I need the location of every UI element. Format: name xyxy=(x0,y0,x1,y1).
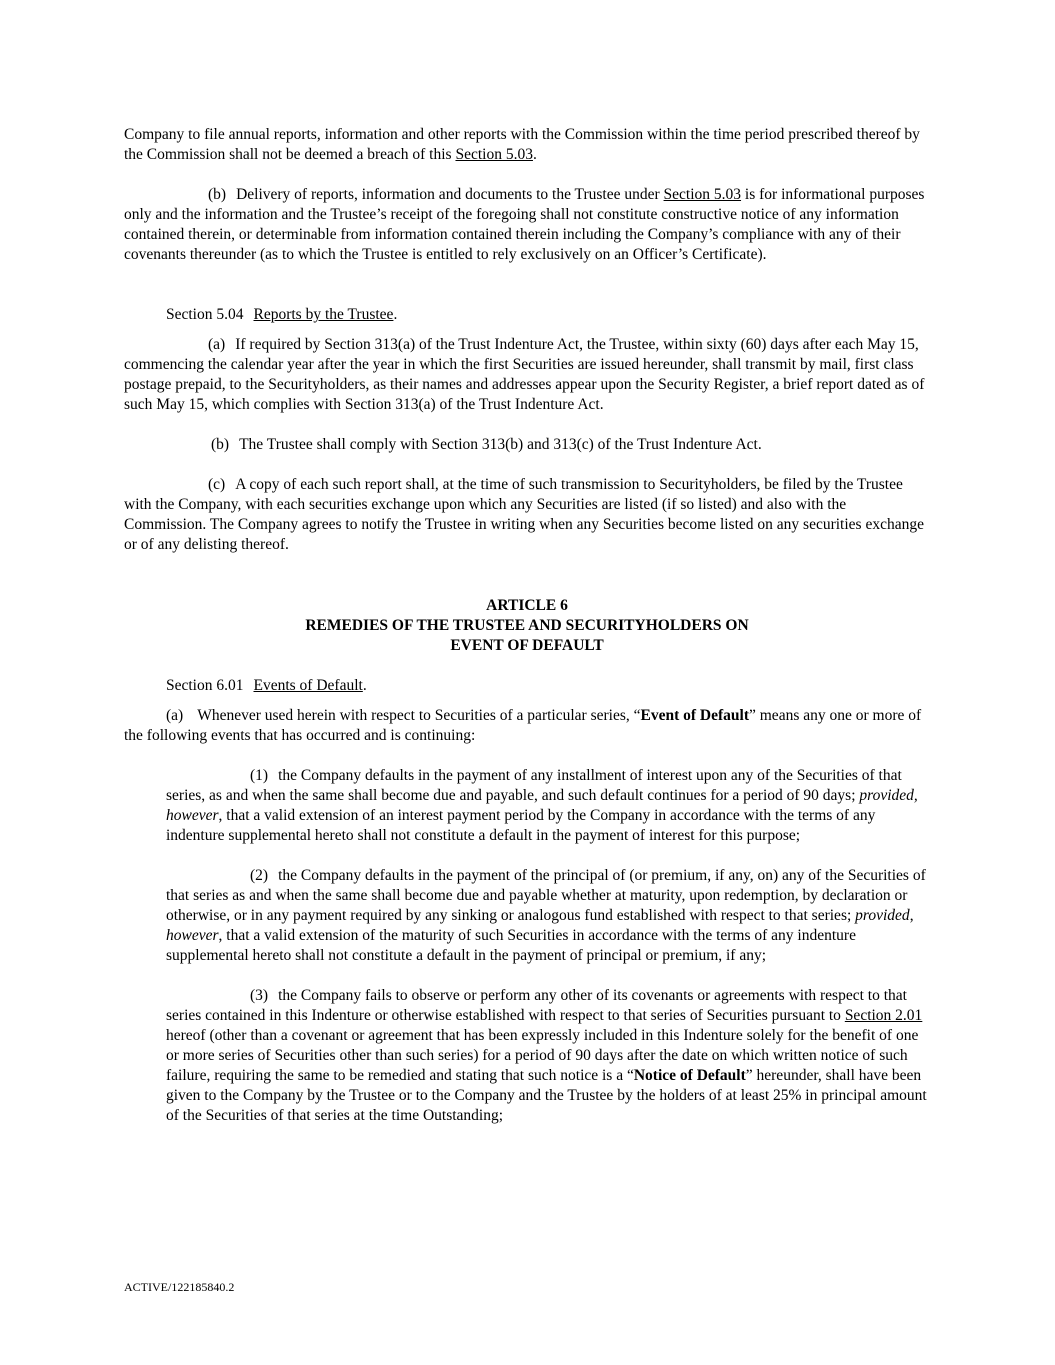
section-reference: Section 5.03 xyxy=(455,146,533,163)
paragraph-504-b: (b) The Trustee shall comply with Section 313(b) and 313(c) of the Trust Indenture Act. xyxy=(211,436,762,453)
paragraph-504-c: (c) A copy of each such report shall, at the time of such transmission to Securityholders, be filed by the Trustee with the Company, with each securities exchange upon which any Securities are listed (if so listed) and also with the Commission. The Company agrees to notify the Trustee in writing when any Securities become listed on any securities exchange or of any delisting thereof. xyxy=(124,476,924,553)
document-page xyxy=(124,125,930,1126)
paragraph-601-a: (a) Whenever used herein with respect to Securities of a particular series, “Event of Default” means any one or more of the following events that has occurred and is continuing: xyxy=(124,707,922,744)
paragraph-601-a-1: (1) the Company defaults in the payment of any installment of interest upon any of the Securities of that series, as and when the same shall become due and payable, and such default continues for a period of 90 days; provided, however, that a valid extension of an interest payment period by the Company in accordance with the terms of any indenture supplemental hereto shall not constitute a default in the payment of interest for this purpose; xyxy=(166,767,918,844)
article-title-line-2: EVENT OF DEFAULT xyxy=(450,637,604,654)
paragraph-601-a-3: (3) the Company fails to observe or perform any other of its covenants or agreements with respect to that series contained in this Indenture or otherwise established with respect to that series of Securities pursuant to Section 2.01 hereof (other than a covenant or agreement that has been expressly included in this Indenture solely for the benefit of one or more series of Securities other than such series) for a period of 90 days after the date on which written notice of such failure, requiring the same to be remedied and stating that such notice is a “Notice of Default” hereunder, shall have been given to the Company by the Trustee or to the Company and the Trustee by the holders of at least 25% in principal amount of the Securities of that series at the time Outstanding; xyxy=(166,987,927,1124)
section-title: Events of Default xyxy=(253,677,363,694)
article-number: ARTICLE 6 xyxy=(486,597,568,614)
section-reference: Section 2.01 xyxy=(844,1007,923,1024)
section-6-01-heading: Section 6.01 Events of Default. xyxy=(166,677,367,694)
defined-term: Notice of Default xyxy=(633,1067,746,1084)
paragraph-503-b: (b) Delivery of reports, information and documents to the Trustee under Section 5.03 is for informational purposes only and the information and the Trustee’s receipt of the foregoing shall not constitute constructive notice of any information contained therein, or determinable from information contained therein including the Company’s compliance with any of their covenants thereunder (as to which the Trustee is entitled to rely exclusively on an Officer’s Certificate). xyxy=(124,186,925,263)
section-title: Reports by the Trustee xyxy=(253,306,394,323)
paragraph-601-a-2: (2) the Company defaults in the payment of the principal of (or premium, if any, on) any of the Securities of that series as and when the same shall become due and payable whether at maturity, upon redemption, by declaration or otherwise, or in any payment required by any sinking or analogous fund established with respect to that series; provided, however, that a valid extension of the maturity of such Securities in accordance with the terms of any indenture supplemental hereto shall not constitute a default in the payment of principal or premium, if any; xyxy=(166,867,926,964)
defined-term: Event of Default xyxy=(640,707,749,724)
paragraph-504-a: (a) If required by Section 313(a) of the Trust Indenture Act, the Trustee, within sixty (60) days after each May 15, commencing the calendar year after the year in which the first Securities are issued hereunder, shall transmit by mail, first class postage prepaid, to the Securityholders, as their names and addresses appear upon the Security Register, a brief report dated as of such May 15, which complies with Section 313(a) of the Trust Indenture Act. xyxy=(124,336,925,413)
paragraph-continuation: Company to file annual reports, information and other reports with the Commission within the time period prescribed thereof by the Commission shall not be deemed a breach of this Section 5.03. xyxy=(124,126,920,163)
article-title-line-1: REMEDIES OF THE TRUSTEE AND SECURITYHOLDERS ON xyxy=(305,617,749,634)
document-id-footer: ACTIVE/122185840.2 xyxy=(124,1280,235,1294)
section-reference: Section 5.03 xyxy=(663,186,742,203)
article-heading xyxy=(124,596,930,656)
section-5-04-heading: Section 5.04 Reports by the Trustee. xyxy=(166,306,398,323)
